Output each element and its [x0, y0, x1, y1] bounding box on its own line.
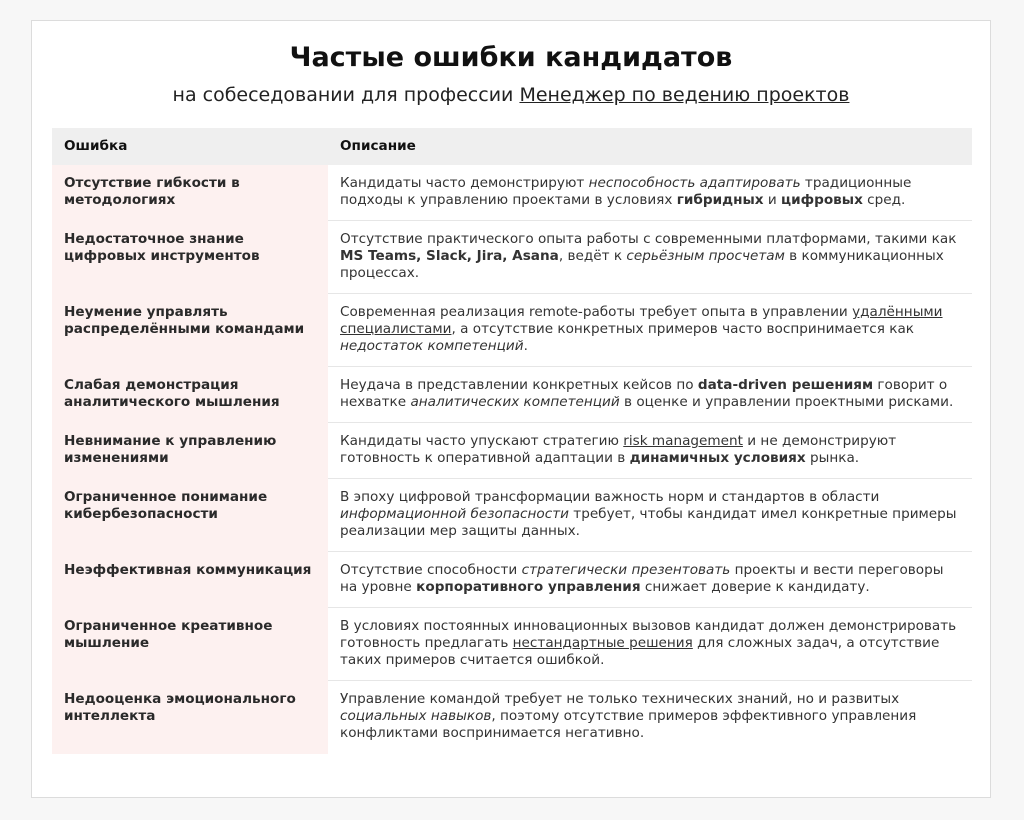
underlined-text: risk management: [623, 433, 743, 449]
text-segment: и не демонстрируют готовность к оперативной адаптации в: [340, 433, 897, 466]
text-segment: говорит о нехватке: [340, 377, 948, 410]
text-segment: сред.: [862, 192, 906, 208]
error-description: [328, 221, 972, 294]
error-description: [328, 552, 972, 608]
subtitle-prefix: на собеседовании для профессии: [172, 84, 520, 106]
text-segment: Отсутствие способности: [340, 562, 522, 578]
text-segment: традиционные подходы к управлению проектами в условиях: [340, 175, 912, 208]
text-segment: в оценке и управлении проектными рисками.: [619, 394, 954, 410]
text-segment: Отсутствие практического опыта работы с современными платформами, такими как: [340, 231, 957, 247]
table-header-row: [52, 128, 972, 165]
text-segment: Неудача в представлении конкретных кейсов по: [340, 377, 698, 393]
text-segment: снижает доверие к кандидату.: [640, 579, 870, 595]
italic-text: стратегически презентовать: [521, 562, 731, 578]
table-row: [52, 681, 972, 754]
italic-text: серьёзным просчетам: [626, 248, 785, 264]
error-description: [328, 423, 972, 479]
table-row: [52, 294, 972, 367]
italic-text: неспособность адаптировать: [588, 175, 801, 191]
italic-text: социальных навыков: [340, 708, 492, 724]
error-name: Отсутствие гибкости в методологиях: [52, 165, 328, 221]
bold-text: MS Teams, Slack, Jira, Asana: [340, 248, 559, 264]
table-row: [52, 221, 972, 294]
underlined-text: удалёнными специалистами: [340, 304, 943, 337]
text-segment: Управление командой требует не только технических знаний, но и развитых: [340, 691, 900, 707]
text-segment: требует, чтобы кандидат имел конкретные примеры реализации мер защиты данных.: [340, 506, 957, 539]
column-header-error: Ошибка: [52, 128, 328, 165]
error-name: Неумение управлять распределёнными командами: [52, 294, 328, 367]
table-row: [52, 552, 972, 608]
text-segment: В условиях постоянных инновационных вызовов кандидат должен демонстрировать готовность предлагать: [340, 618, 957, 651]
table-row: [52, 367, 972, 423]
italic-text: информационной безопасности: [340, 506, 569, 522]
profession-link[interactable]: Менеджер по ведению проектов: [519, 84, 850, 106]
text-segment: для сложных задач, а отсутствие таких примеров считается ошибкой.: [340, 635, 940, 668]
mistakes-table: [52, 128, 972, 754]
bold-text: цифровых: [781, 192, 863, 208]
error-description: [328, 367, 972, 423]
italic-text: недостаток компетенций: [340, 338, 524, 354]
error-name: Недостаточное знание цифровых инструментов: [52, 221, 328, 294]
text-segment: проекты и вести переговоры на уровне: [340, 562, 944, 595]
bold-text: data-driven решениям: [697, 377, 874, 393]
text-segment: , ведёт к: [558, 248, 627, 264]
table-row: [52, 479, 972, 552]
table-row: [52, 165, 972, 221]
error-name: Неэффективная коммуникация: [52, 552, 328, 608]
text-segment: , поэтому отсутствие примеров эффективного управления конфликтами воспринимается негативно.: [340, 708, 917, 741]
text-segment: В эпоху цифровой трансформации важность норм и стандартов в области: [340, 489, 880, 505]
page-subtitle: [32, 84, 990, 106]
bold-text: корпоративного управления: [416, 579, 641, 595]
text-segment: , а отсутствие конкретных примеров часто воспринимается как: [451, 321, 915, 337]
text-segment: Кандидаты часто демонстрируют: [340, 175, 589, 191]
text-segment: .: [523, 338, 528, 354]
column-header-description: Описание: [328, 128, 972, 165]
bold-text: динамичных условиях: [629, 450, 806, 466]
table-row: [52, 608, 972, 681]
error-name: Слабая демонстрация аналитического мышления: [52, 367, 328, 423]
text-segment: в коммуникационных процессах.: [340, 248, 944, 281]
error-description: [328, 608, 972, 681]
content-card: [31, 20, 991, 798]
error-name: Недооценка эмоционального интеллекта: [52, 681, 328, 754]
italic-text: аналитических компетенций: [410, 394, 620, 410]
text-segment: Современная реализация remote-работы требует опыта в управлении: [340, 304, 853, 320]
error-name: Невнимание к управлению изменениями: [52, 423, 328, 479]
table-row: [52, 423, 972, 479]
page-title: Частые ошибки кандидатов: [289, 42, 733, 73]
text-segment: рынка.: [805, 450, 860, 466]
underlined-text: нестандартные решения: [512, 635, 693, 651]
error-description: [328, 681, 972, 754]
error-description: [328, 294, 972, 367]
bold-text: гибридных: [676, 192, 764, 208]
error-name: Ограниченное понимание кибербезопасности: [52, 479, 328, 552]
error-description: [328, 165, 972, 221]
error-description: [328, 479, 972, 552]
text-segment: Кандидаты часто упускают стратегию: [340, 433, 624, 449]
text-segment: и: [763, 192, 782, 208]
error-name: Ограниченное креативное мышление: [52, 608, 328, 681]
